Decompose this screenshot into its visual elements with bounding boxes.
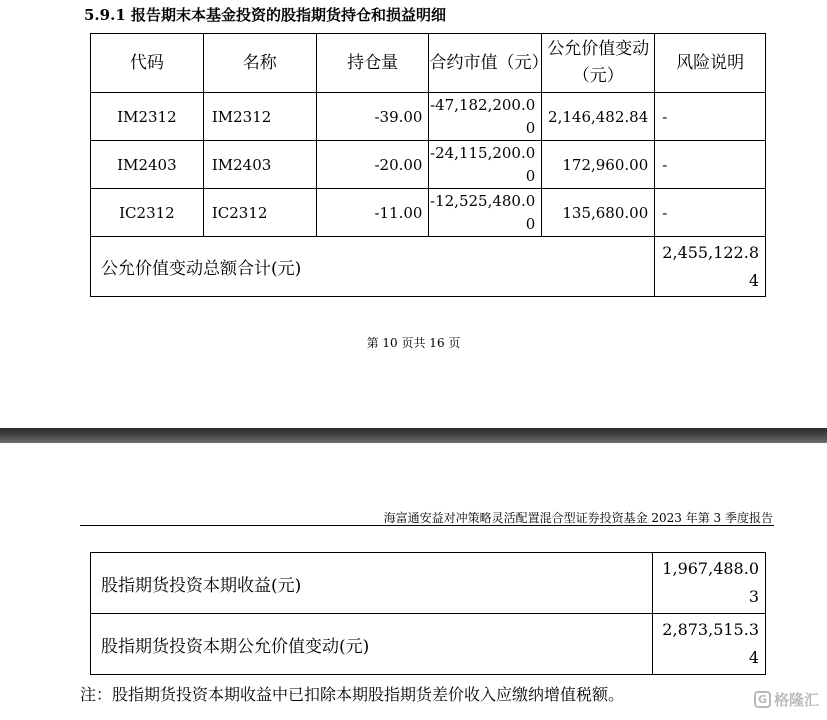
- summary-row: [91, 553, 766, 614]
- table-row: [91, 141, 766, 189]
- cell-code: IM2403: [91, 141, 204, 189]
- table-row: [91, 189, 766, 237]
- cell-market-value: -12,525,480.00: [429, 189, 542, 237]
- cell-fair-value-change: 172,960.00: [542, 141, 655, 189]
- gelonghui-logo-icon: G: [754, 691, 771, 708]
- header-fair-value-change: 公允价值变动（元）: [542, 34, 655, 93]
- total-label: 公允价值变动总额合计(元): [91, 237, 655, 297]
- summary-value: 2,873,515.34: [653, 614, 766, 675]
- cell-position: -11.00: [316, 189, 429, 237]
- summary-row: [91, 614, 766, 675]
- cell-name: IM2403: [203, 141, 316, 189]
- futures-income-summary-table: [90, 552, 766, 675]
- cell-risk: -: [655, 141, 766, 189]
- summary-label: 股指期货投资本期收益(元): [91, 553, 653, 614]
- cell-name: IM2312: [203, 93, 316, 141]
- cell-position: -39.00: [316, 93, 429, 141]
- watermark-text: 格隆汇: [773, 691, 819, 709]
- header-market-value: 合约市值（元）: [429, 34, 542, 93]
- total-value: 2,455,122.84: [655, 237, 766, 297]
- cell-risk: -: [655, 93, 766, 141]
- section-heading: 5.9.1 报告期末本基金投资的股指期货持仓和损益明细: [84, 6, 446, 24]
- futures-holdings-table: [90, 33, 766, 297]
- header-name: 名称: [203, 34, 316, 93]
- summary-value: 1,967,488.03: [653, 553, 766, 614]
- cell-fair-value-change: 2,146,482.84: [542, 93, 655, 141]
- cell-risk: -: [655, 189, 766, 237]
- header-position: 持仓量: [316, 34, 429, 93]
- cell-position: -20.00: [316, 141, 429, 189]
- watermark: [754, 689, 819, 710]
- table-header-row: [91, 34, 766, 93]
- total-row: [91, 237, 766, 297]
- cell-code: IM2312: [91, 93, 204, 141]
- header-code: 代码: [91, 34, 204, 93]
- header-risk: 风险说明: [655, 34, 766, 93]
- summary-label: 股指期货投资本期公允价值变动(元): [91, 614, 653, 675]
- cell-fair-value-change: 135,680.00: [542, 189, 655, 237]
- document-header: 海富通安益对冲策略灵活配置混合型证券投资基金 2023 年第 3 季度报告: [383, 511, 773, 525]
- cell-market-value: -47,182,200.00: [429, 93, 542, 141]
- table-row: [91, 93, 766, 141]
- page-separator: [0, 428, 827, 443]
- cell-code: IC2312: [91, 189, 204, 237]
- page-number: 第 10 页共 16 页: [366, 336, 461, 350]
- cell-market-value: -24,115,200.00: [429, 141, 542, 189]
- header-divider: [80, 525, 774, 526]
- footnote: 注：股指期货投资本期收益中已扣除本期股指期货差价收入应缴纳增值税额。: [80, 685, 625, 704]
- cell-name: IC2312: [203, 189, 316, 237]
